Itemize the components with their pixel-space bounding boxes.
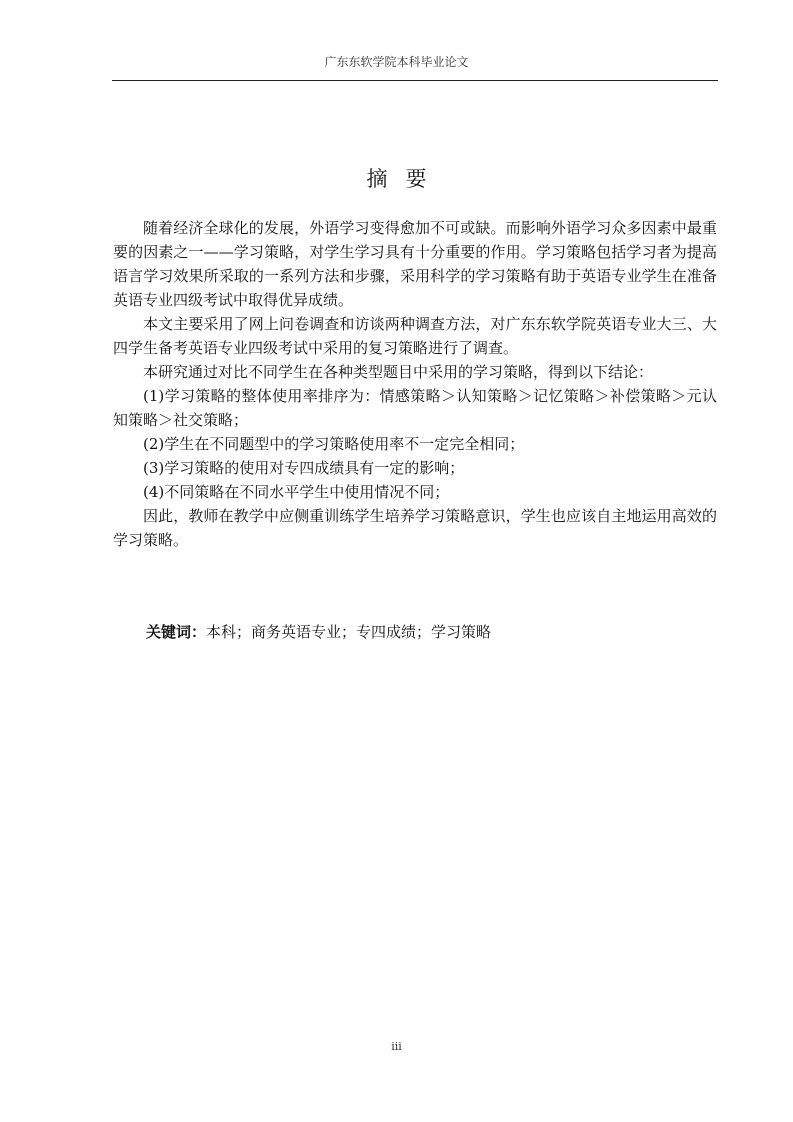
keywords-text: 本科；商务英语专业；专四成绩；学习策略 [206,623,492,641]
abstract-finding-3: (3)学习策略的使用对专四成绩具有一定的影响； [143,459,465,477]
keywords-label: 关键词： [146,623,207,641]
page-number: iii [391,1040,402,1053]
abstract-finding-1: (1)学习策略的整体使用率排序为：情感策略＞认知策略＞记忆策略＞补偿策略＞元认知策略＞社交策略； [113,387,717,429]
abstract-finding-4: (4)不同策略在不同水平学生中使用情况不同； [143,483,450,501]
header-divider [112,80,718,81]
abstract-paragraph-method: 本文主要采用了网上问卷调查和访谈两种调查方法，对广东东软学院英语专业大三、大四学生备考英语专业四级考试中采用的复习策略进行了调查。 [113,315,717,357]
abstract-finding-2: (2)学生在不同题型中的学习策略使用率不一定完全相同； [143,435,525,453]
running-header: 广东东软学院本科毕业论文 [324,55,469,69]
abstract-paragraph-intro: 随着经济全球化的发展，外语学习变得愈加不可或缺。而影响外语学习众多因素中最重要的因素之一——学习策略，对学生学习具有十分重要的作用。学习策略包括学习者为提高语言学习效果所采取的一系列方法和步骤，采用科学的学习策略有助于英语专业学生在准备英语专业四级考试中取得优异成绩。 [113,219,717,309]
abstract-paragraph-conclusion: 因此，教师在教学中应侧重训练学生培养学习策略意识，学生也应该自主地运用高效的学习策略。 [113,507,717,549]
abstract-title: 摘要 [366,167,445,191]
abstract-body [113,216,717,552]
abstract-paragraph-findings-intro: 本研究通过对比不同学生在各种类型题目中采用的学习策略，得到以下结论： [143,363,654,381]
keywords-line [146,620,491,644]
